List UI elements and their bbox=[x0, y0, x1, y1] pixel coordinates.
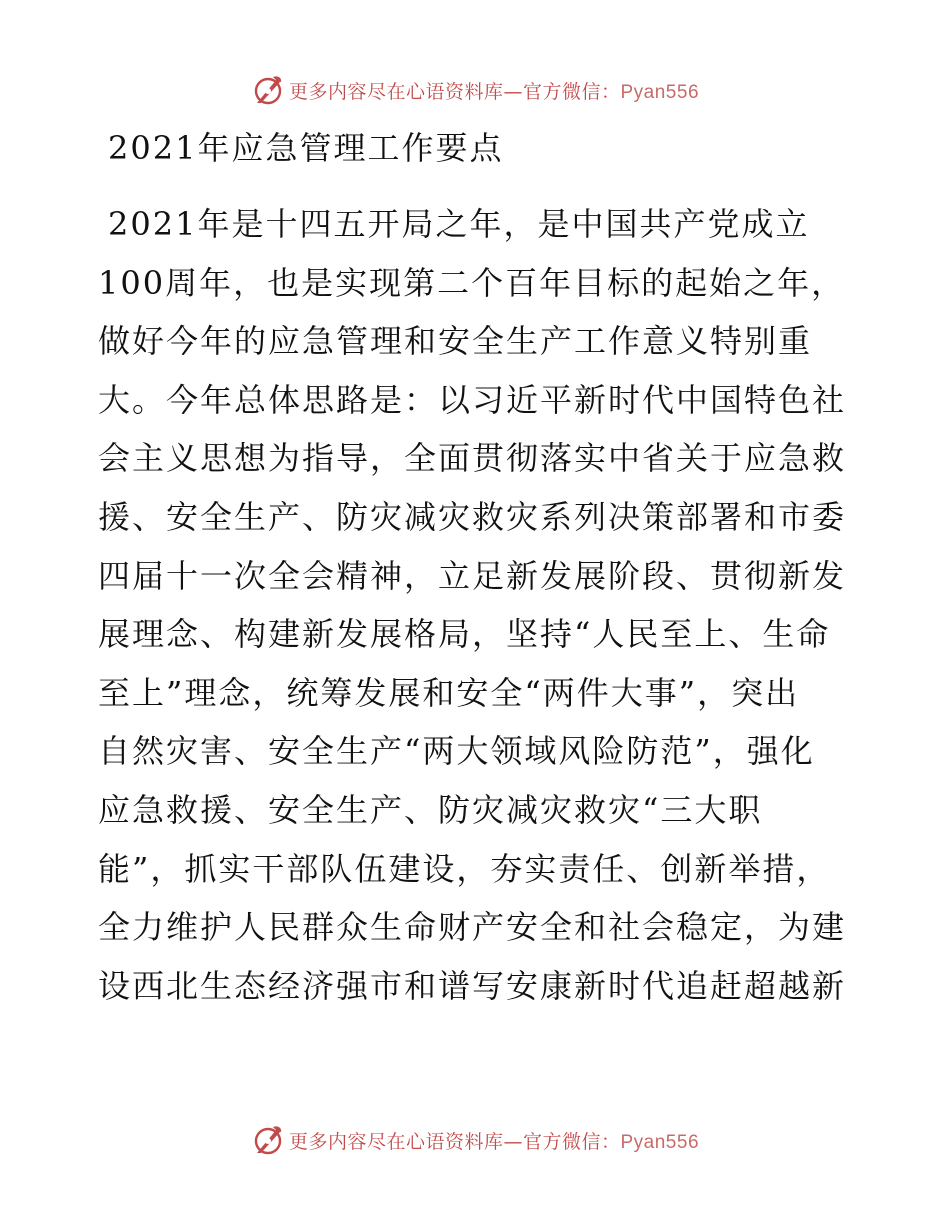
body-line: 全力维护人民群众生命财产安全和社会稳定，为建 bbox=[98, 908, 847, 947]
body-line: 2021年是十四五开局之年，是中国共产党成立 bbox=[108, 205, 810, 243]
quill-circle-logo-icon bbox=[251, 73, 285, 107]
body-line: 展理念、构建新发展格局，坚持“人民至上、生命 bbox=[98, 615, 831, 654]
wechat-id: Pyan556 bbox=[620, 1131, 700, 1153]
body-line: 做好今年的应急管理和安全生产工作意义特别重 bbox=[98, 322, 813, 361]
body-line: 大。今年总体思路是：以习近平新时代中国特色社 bbox=[98, 380, 847, 419]
body-line: 能”，抓实干部队伍建设，夯实责任、创新举措， bbox=[98, 849, 831, 888]
body-line: 自然灾害、安全生产“两大领域风险防范”，强化 bbox=[98, 732, 815, 771]
document-body bbox=[98, 195, 858, 1015]
body-line: 应急救援、安全生产、防灾减灾救灾“三大职 bbox=[98, 790, 763, 829]
body-line: 设西北生态经济强市和谱写安康新时代追赶超越新 bbox=[98, 966, 847, 1005]
body-line: 援、安全生产、防灾减灾救灾系列决策部署和市委 bbox=[98, 497, 847, 536]
body-line: 会主义思想为指导，全面贯彻落实中省关于应急救 bbox=[98, 439, 847, 478]
body-line: 四届十一次全会精神，立足新发展阶段、贯彻新发 bbox=[98, 556, 847, 595]
wechat-id: Pyan556 bbox=[620, 81, 700, 103]
body-line: 100周年，也是实现第二个百年目标的起始之年， bbox=[98, 263, 846, 302]
quill-circle-logo-icon bbox=[251, 1123, 285, 1157]
body-line: 至上”理念，统筹发展和安全“两件大事”，突出 bbox=[98, 673, 800, 712]
watermark-banner-bottom bbox=[0, 1120, 950, 1160]
watermark-text: 更多内容尽在心语资料库—官方微信：Pyan556 bbox=[288, 1130, 700, 1153]
watermark-banner-top bbox=[0, 70, 950, 110]
document-title: 2021年应急管理工作要点 bbox=[108, 129, 504, 167]
watermark-text: 更多内容尽在心语资料库—官方微信：Pyan556 bbox=[288, 80, 700, 103]
